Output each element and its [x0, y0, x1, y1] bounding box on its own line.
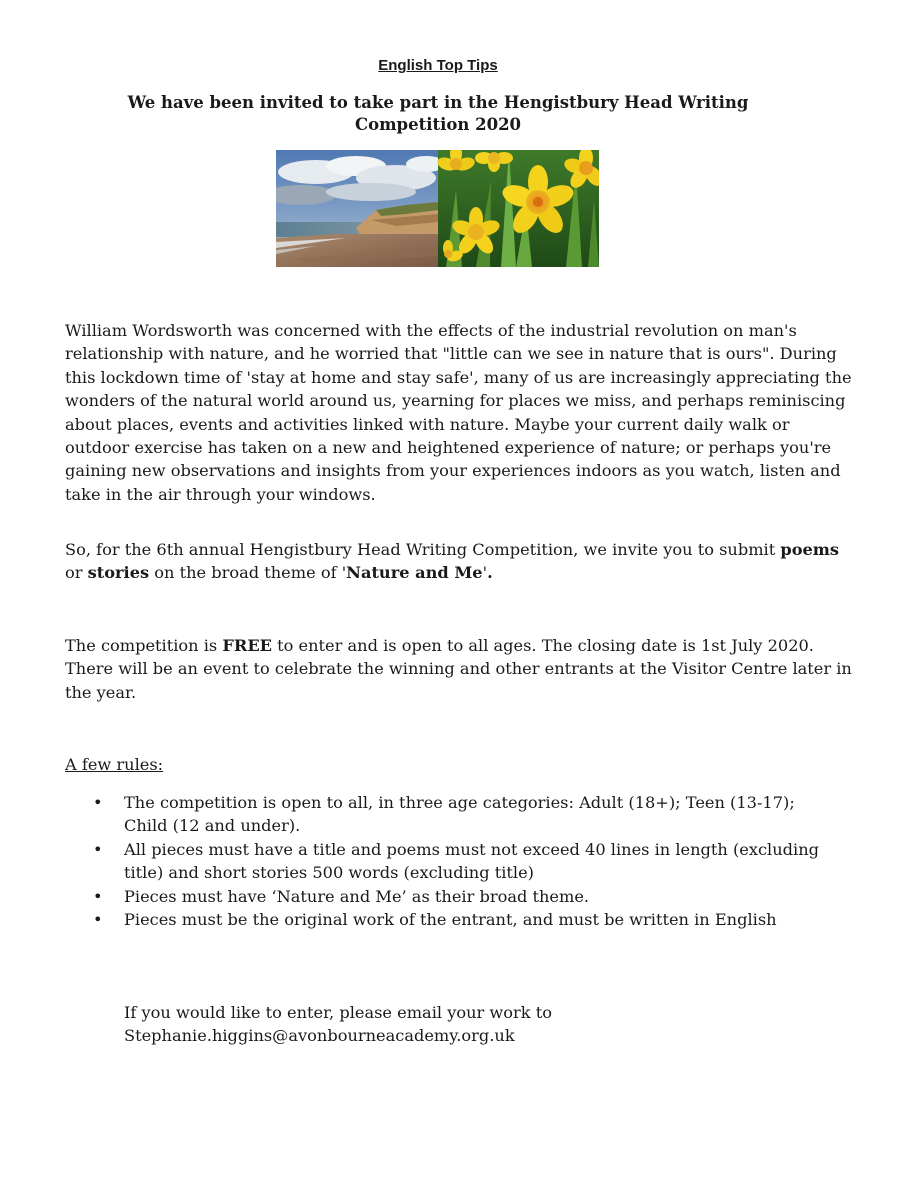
- intro-paragraph: William Wordsworth was concerned with the effects of the industrial revolution on man's relationship with nature, and he worried that "little can we see in nature that is ours". During this lockdown time of 'stay at home and stay safe', many of us are increasingly appreciating the wonders of the natural world around us, yearning for places we miss, and perhaps reminiscing about places, events and activities linked with nature. Maybe your current daily walk or outdoor exercise has taken on a new and heightened experience of nature; or perhaps you're gaining new observations and insights from your experiences indoors as you watch, listen and take in the air through your windows.: [65, 321, 852, 504]
- contact-email: Stephanie.higgins@avonbourneacademy.org.uk: [124, 1026, 515, 1046]
- invite-paragraph: [65, 538, 855, 585]
- stories-emphasis: stories: [87, 563, 150, 583]
- bullet-icon: •: [93, 793, 103, 812]
- daffodils-photo-icon: [436, 150, 599, 267]
- details-text-2: to enter and is open to all ages. The closing date is 1st July 2020. There will be an event to celebrate the winning and other entrants at the Visitor Centre later in the year.: [65, 636, 852, 702]
- invite-text-4: ': [482, 563, 488, 583]
- invite-text-2: or: [65, 563, 88, 583]
- rule-text: Pieces must be the original work of the entrant, and must be written in English: [124, 910, 777, 930]
- details-text-1: The competition is: [65, 636, 223, 655]
- bullet-icon: •: [93, 886, 103, 906]
- rule-item: [65, 908, 825, 931]
- bullet-icon: •: [93, 910, 103, 930]
- rules-list: [65, 791, 825, 931]
- invite-text-3: on the broad theme of ': [149, 563, 347, 583]
- rule-text: All pieces must have a title and poems must not exceed 40 lines in length (excluding title) and short stories 500 words (excluding title): [124, 839, 819, 883]
- rule-text: Pieces must have ‘Nature and Me’ as their broad theme.: [124, 886, 590, 906]
- rule-text: The competition is open to all, in three age categories: Adult (18+); Teen (13-17); Child (12 and under).: [124, 793, 795, 836]
- invite-period: .: [487, 563, 493, 583]
- poems-emphasis: poems: [780, 540, 840, 559]
- rule-item: [65, 885, 825, 908]
- rules-heading: A few rules:: [65, 755, 164, 774]
- doc-title: We have been invited to take part in the Hengistbury Head Writing Competition 2020: [127, 93, 749, 134]
- invite-text-1: So, for the 6th annual Hengistbury Head Writing Competition, we invite you to submit: [65, 540, 781, 559]
- rule-item: [65, 791, 825, 838]
- contact-instruction: If you would like to enter, please email your work to: [124, 1003, 552, 1022]
- free-emphasis: FREE: [222, 636, 272, 655]
- theme-emphasis: Nature and Me: [346, 563, 483, 583]
- contact-block: [124, 1001, 824, 1048]
- header-photo-strip: [276, 150, 599, 267]
- details-paragraph: [65, 634, 855, 704]
- rule-item: [65, 838, 825, 885]
- doc-heading: English Top Tips: [378, 57, 498, 74]
- bullet-icon: •: [93, 839, 103, 859]
- coastal-cliff-beach-photo-icon: [276, 150, 446, 267]
